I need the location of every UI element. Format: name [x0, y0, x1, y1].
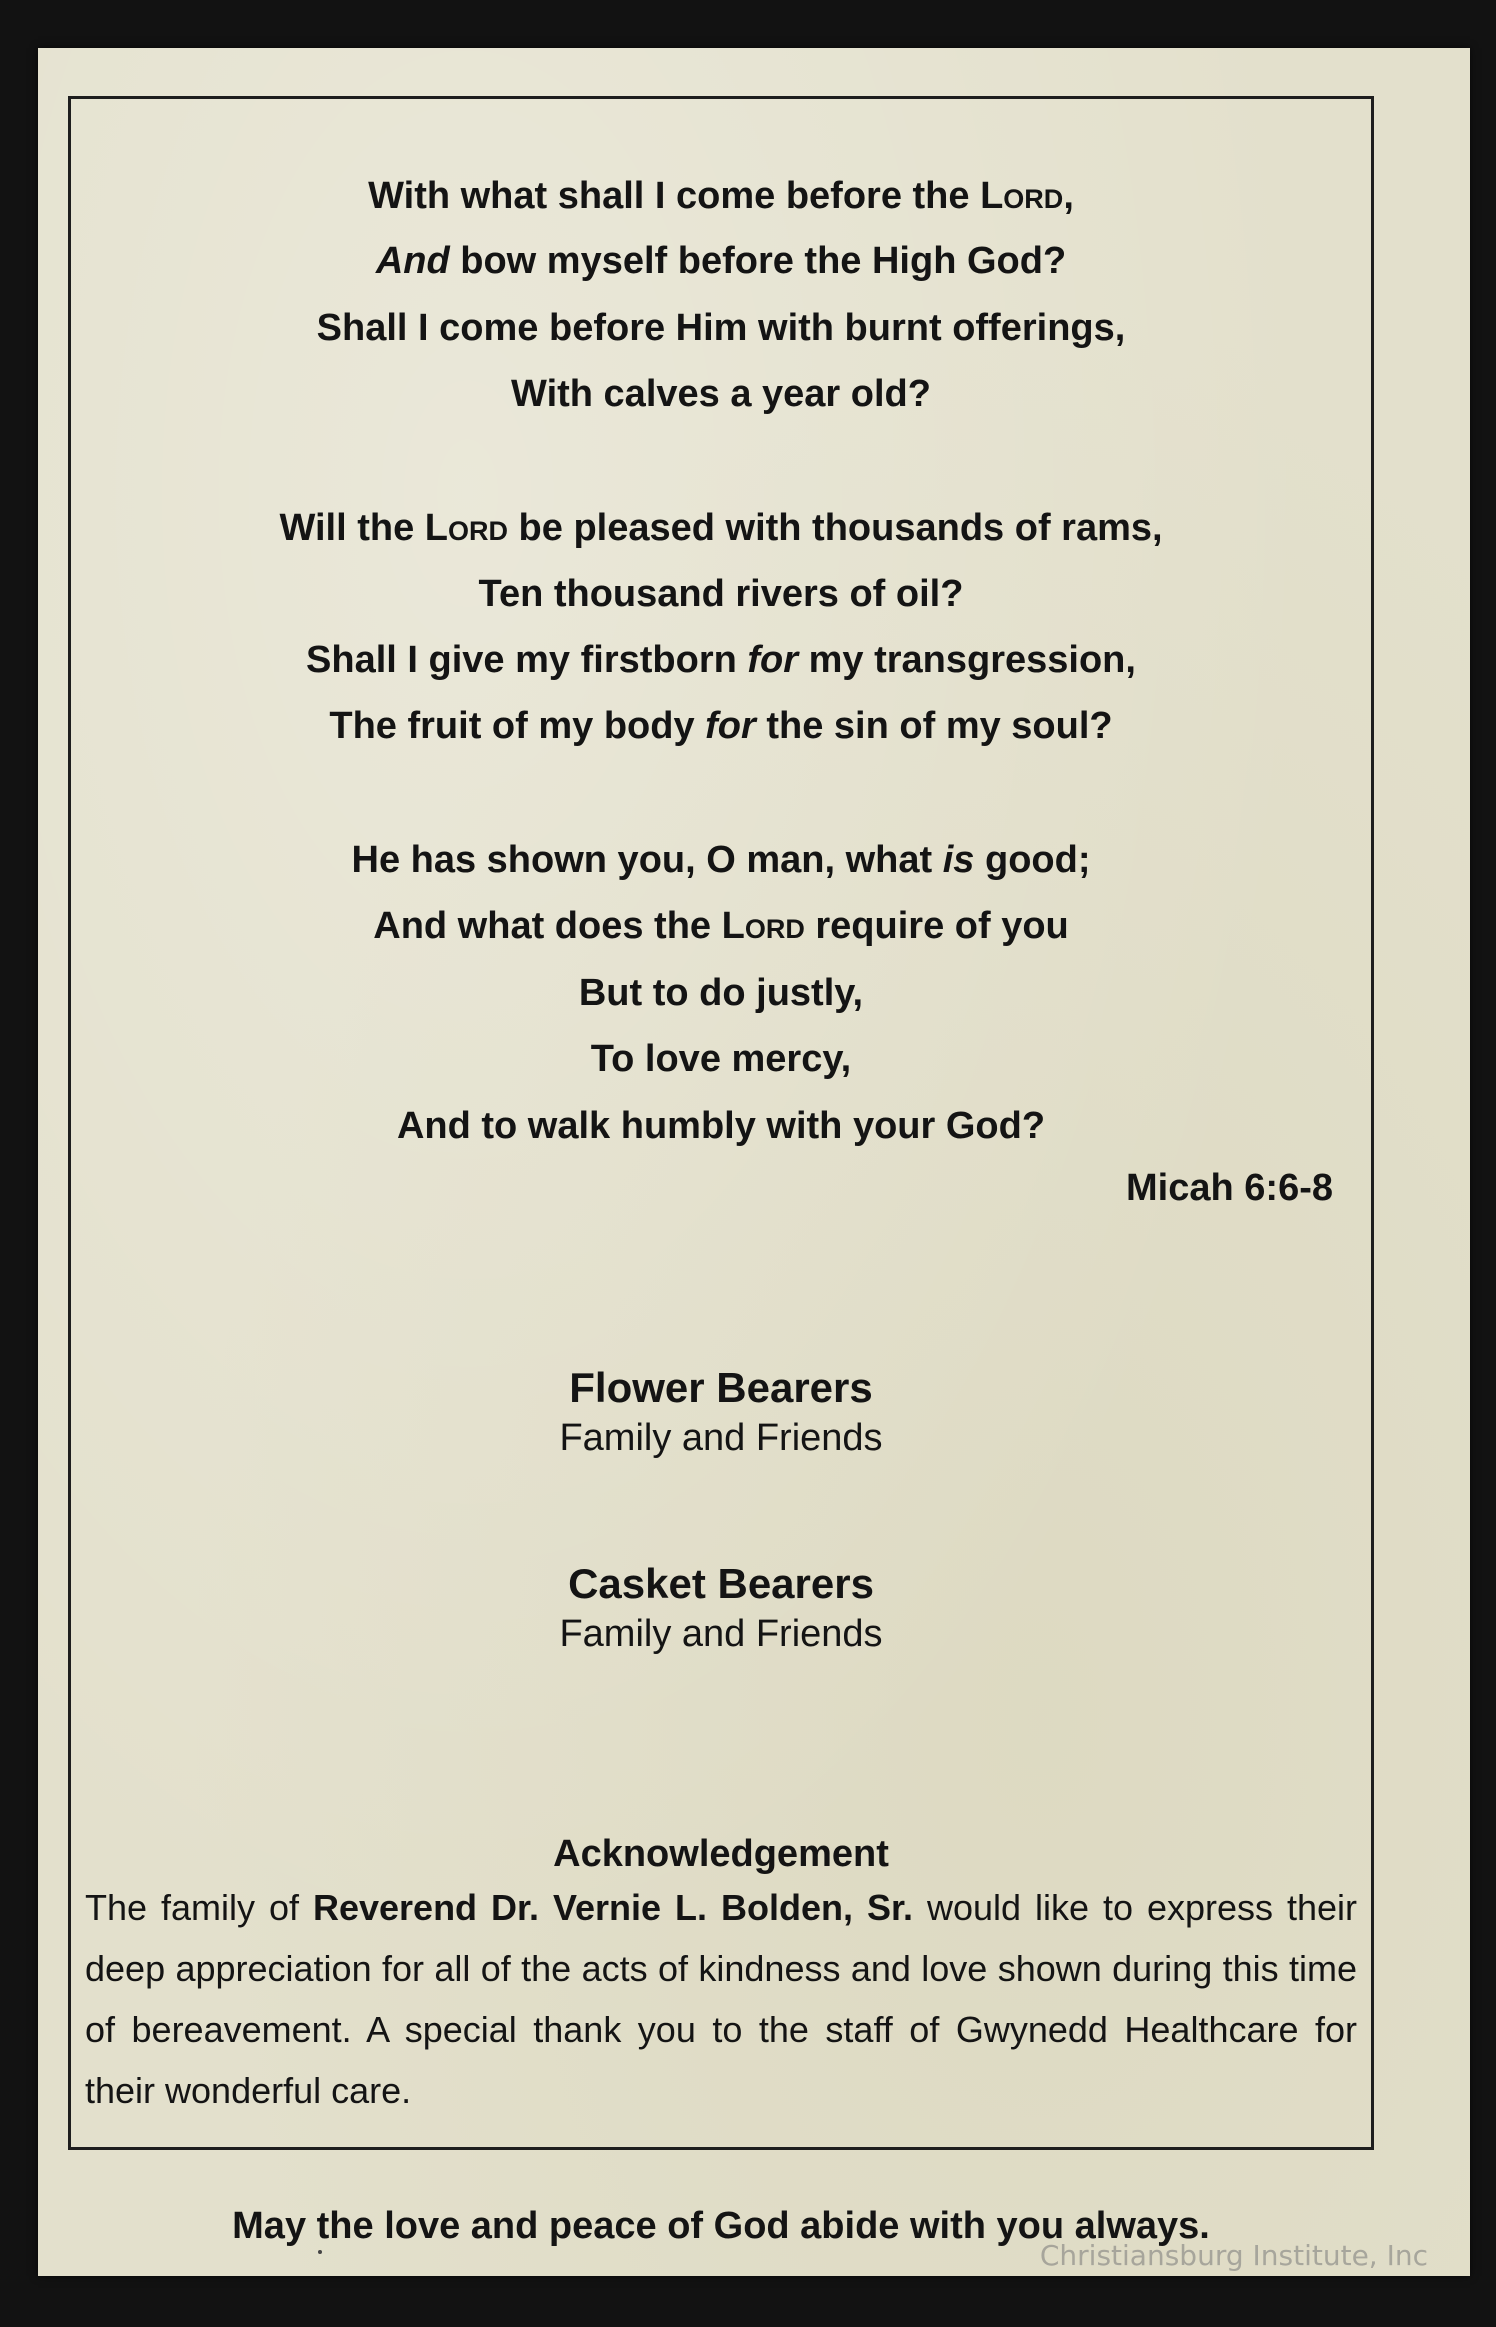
verse-text: , [1063, 175, 1074, 217]
verse-line [71, 907, 1371, 945]
verse-italic: is [942, 839, 975, 881]
verse-text: With what shall I come before the [368, 175, 981, 217]
verse-text: The fruit of my body [329, 705, 706, 747]
verse-smallcaps: Lord [980, 175, 1064, 217]
verse-text: And to walk humbly with your God? [396, 1105, 1046, 1147]
verse-smallcaps: Lord [424, 507, 508, 549]
verse-italic: for [747, 639, 799, 681]
verse-text: With calves a year old? [511, 373, 931, 415]
scripture-reference: Micah 6:6-8 [1126, 1167, 1333, 1209]
acknowledgement-text: would like to express their deep appreciation for all of the acts of kindness and love shown during this time of bereavement. A special thank you to the staff of Gwynedd Healthcare for their wonderful care. [85, 1887, 1357, 2111]
verse-text: good; [974, 839, 1091, 881]
verse-line [71, 177, 1371, 215]
verse-line [71, 1040, 1371, 1078]
verse-text: He has shown you, O man, what [351, 839, 943, 881]
watermark: Christiansburg Institute, Inc [1039, 2239, 1428, 2272]
acknowledgement-title: Acknowledgement [553, 1833, 889, 1875]
page-border-frame [68, 96, 1374, 2247]
acknowledgement-body [85, 1877, 1357, 2121]
verse-text: Shall I come before Him with burnt offerings, [316, 307, 1126, 349]
verse-line [71, 375, 1371, 413]
verse-line [71, 509, 1371, 547]
verse-line [71, 841, 1371, 879]
verse-line [71, 309, 1371, 347]
verse-text: my transgression, [798, 639, 1136, 681]
verse-text: the sin of my soul? [755, 705, 1113, 747]
deceased-name: Reverend Dr. Vernie L. Bolden, Sr. [312, 1887, 913, 1928]
verse-text: To love mercy, [590, 1038, 852, 1080]
verse-line [71, 242, 1371, 280]
verse-line [71, 1107, 1371, 1145]
verse-text: require of you [804, 905, 1069, 947]
verse-text: But to do justly, [578, 972, 864, 1014]
acknowledgement-text: The family of [85, 1887, 313, 1928]
verse-text: And what does the [373, 905, 722, 947]
verse-text: Ten thousand rivers of oil? [478, 573, 964, 615]
casket-bearers-names: Family and Friends [559, 1613, 883, 1655]
casket-bearers-heading: Casket Bearers [568, 1560, 874, 1607]
verse-text: be pleased with thousands of rams, [507, 507, 1163, 549]
verse-line [71, 974, 1371, 1012]
verse-italic: for [705, 705, 756, 747]
verse-text: bow myself before the High God? [449, 240, 1067, 282]
verse-line [71, 575, 1371, 613]
verse-smallcaps: Lord [721, 905, 805, 947]
paper-speck [318, 2250, 322, 2254]
verse-text: Will the [279, 507, 425, 549]
verse-text: Shall I give my firstborn [306, 639, 748, 681]
flower-bearers-names: Family and Friends [559, 1417, 883, 1459]
verse-italic: And [375, 240, 450, 282]
verse-line [71, 641, 1371, 679]
closing-blessing: May the love and peace of God abide with you always. [232, 2205, 1210, 2247]
flower-bearers-heading: Flower Bearers [569, 1364, 873, 1411]
verse-line [71, 707, 1371, 745]
